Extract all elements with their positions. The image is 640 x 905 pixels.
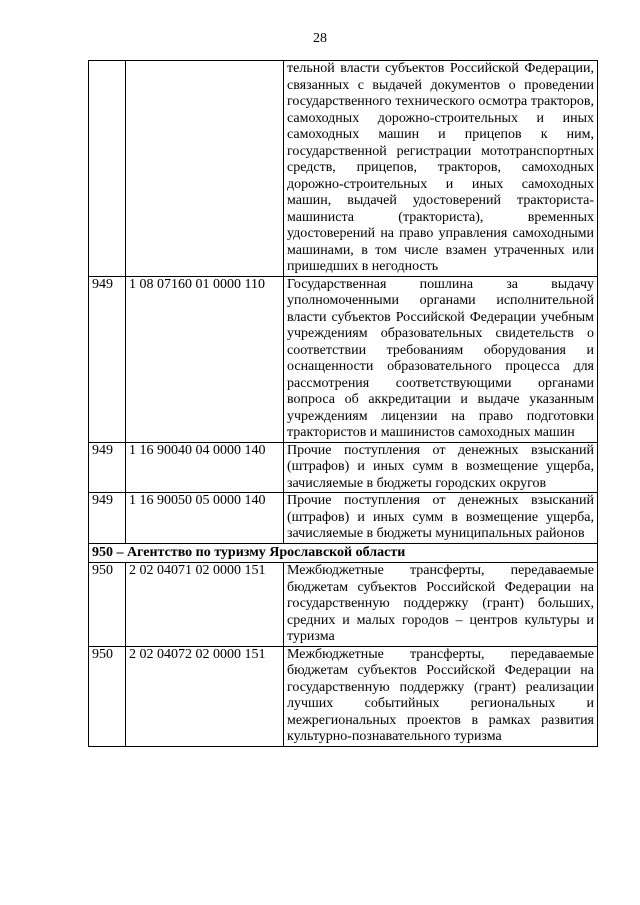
admin-code-cell: 949	[89, 493, 126, 544]
admin-code-cell	[89, 61, 126, 277]
table-row	[89, 276, 598, 442]
table-body-agency-950	[89, 563, 598, 747]
revenue-name-cell: Прочие поступления от денежных взысканий (штрафов) и иных сумм в возмещение ущерба, зачисляемые в бюджеты муниципальных районов	[284, 493, 598, 544]
revenue-code-cell: 1 08 07160 01 0000 110	[126, 276, 284, 442]
table-row	[89, 61, 598, 277]
admin-code-cell: 949	[89, 276, 126, 442]
admin-code-cell: 950	[89, 646, 126, 746]
revenue-code-cell: 1 16 90040 04 0000 140	[126, 442, 284, 493]
revenue-name-cell: Государственная пошлина за выдачу уполномоченными органами исполнительной власти субъектов Российской Федерации учебным учреждениям образовательных свидетельств о соответствии требованиям оборудования и оснащенности образовательного процесса для рассмотрения соответствующими органами вопроса об аккредитации и выдаче указанным учреждениям лицензии на право подготовки трактористов и машинистов самоходных машин	[284, 276, 598, 442]
table-section-header	[89, 543, 598, 563]
revenue-name-cell: тельной власти субъектов Российской Федерации, связанных с выдачей документов о проведении государственного технического осмотра тракторов, самоходных дорожно-строительных и иных самоходных машин и прицепов к ним, государственной регистрации мототранспортных средств, прицепов, тракторов, самоходных дорожно-строительных и иных самоходных машин, выдачей удостоверений тракториста-машиниста (тракториста), временных удостоверений на право управления самоходными машинами, в том числе взамен утраченных или пришедших в негодность	[284, 61, 598, 277]
revenue-code-cell: 2 02 04072 02 0000 151	[126, 646, 284, 746]
revenue-code-cell	[126, 61, 284, 277]
table-row	[89, 646, 598, 746]
revenue-code-cell: 2 02 04071 02 0000 151	[126, 563, 284, 647]
revenue-name-cell: Прочие поступления от денежных взысканий (штрафов) и иных сумм в возмещение ущерба, зачисляемые в бюджеты городских округов	[284, 442, 598, 493]
revenue-name-cell: Межбюджетные трансферты, передаваемые бюджетам субъектов Российской Федерации на государственную поддержку (грант) реализации лучших событийных региональных и межрегиональных проектов в рамках развития культурно-познавательного туризма	[284, 646, 598, 746]
table-body-agency-949	[89, 61, 598, 544]
admin-code-cell: 949	[89, 442, 126, 493]
revenue-code-cell: 1 16 90050 05 0000 140	[126, 493, 284, 544]
table-row	[89, 563, 598, 647]
admin-code-cell: 950	[89, 563, 126, 647]
revenue-code-table	[88, 60, 598, 747]
section-row-950	[89, 543, 598, 563]
revenue-name-cell: Межбюджетные трансферты, передаваемые бюджетам субъектов Российской Федерации на государственную поддержку (грант) больших, средних и малых городов – центров культуры и туризма	[284, 563, 598, 647]
table-row	[89, 442, 598, 493]
page-number: 28	[313, 31, 327, 46]
section-title: 950 – Агентство по туризму Ярославской области	[89, 543, 598, 563]
table-row	[89, 493, 598, 544]
